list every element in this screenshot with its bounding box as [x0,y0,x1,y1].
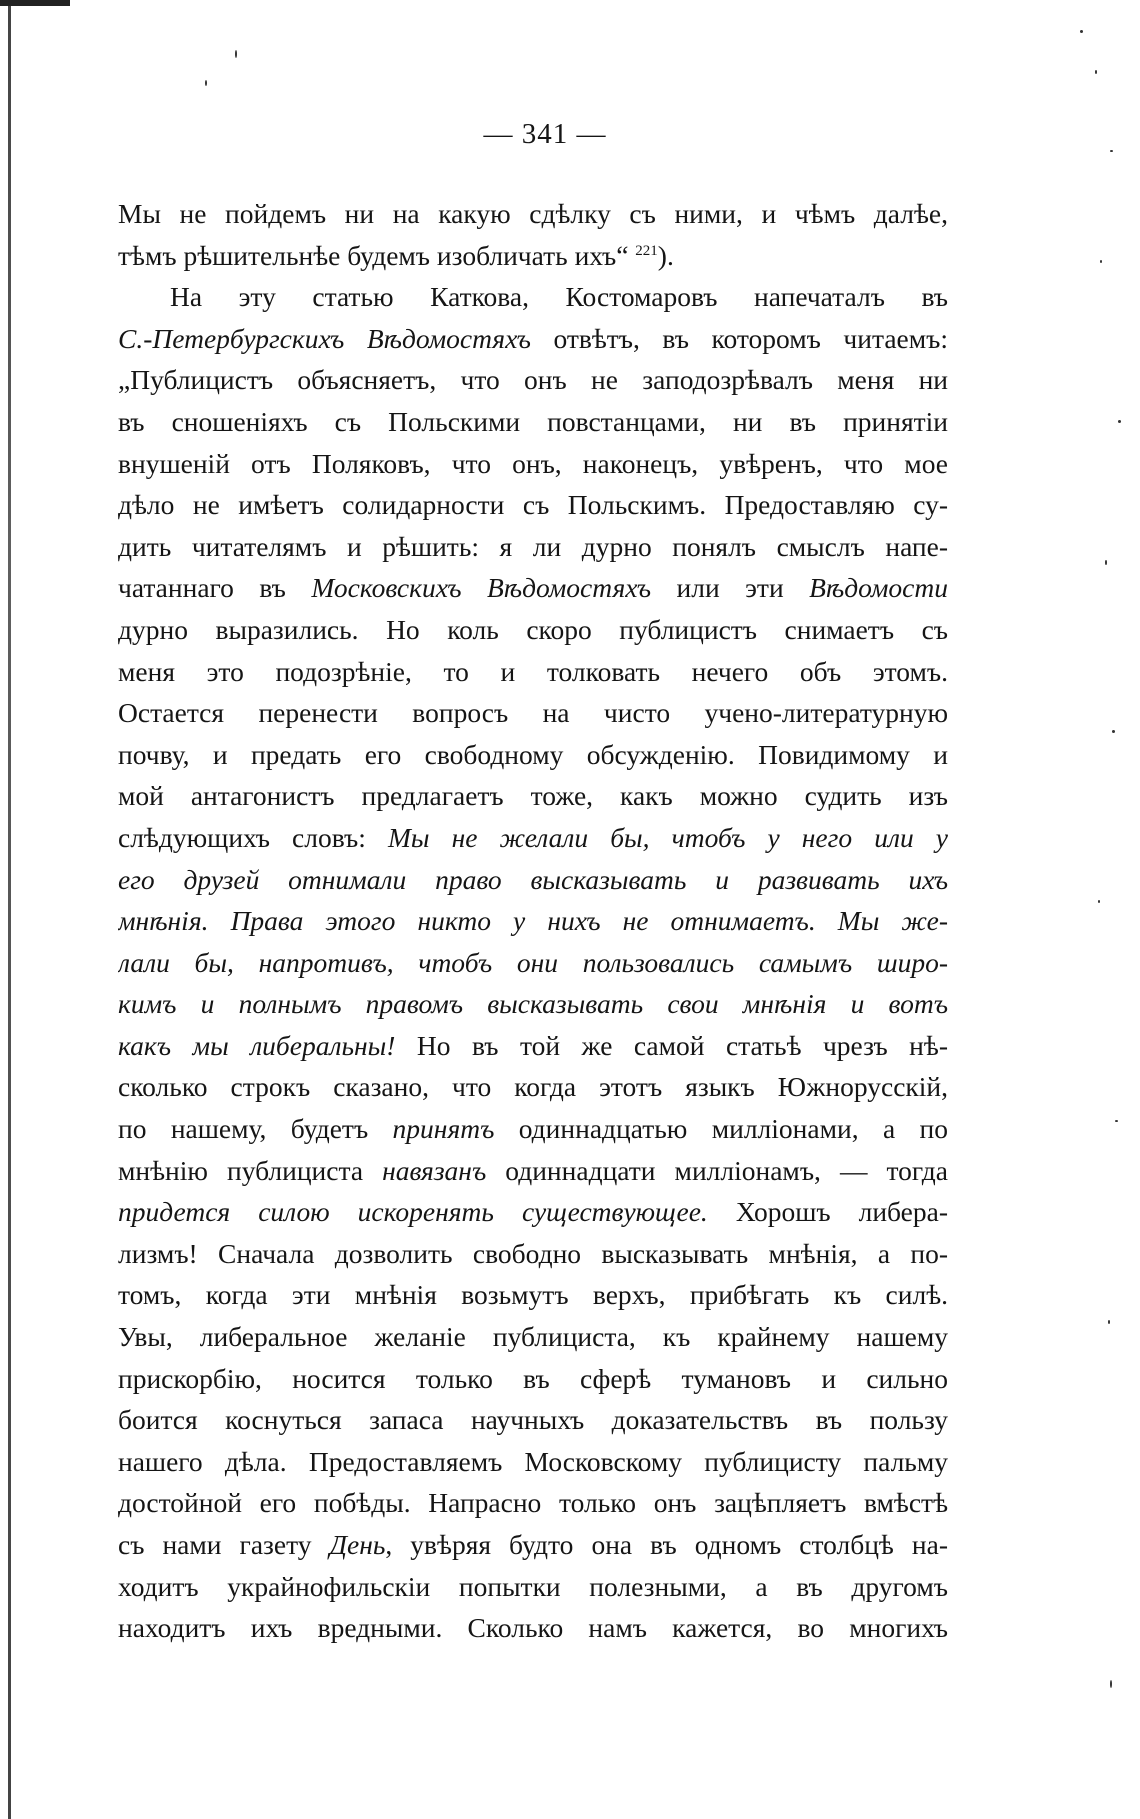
italic-text: Вѣдомости [809,572,948,604]
text-line [118,1524,948,1566]
text-segment: томъ, когда эти мнѣнія возьмутъ верхъ, прибѣгать къ силѣ. [118,1279,948,1311]
text-line [118,443,948,485]
italic-text: Московскихъ Вѣдомостяхъ [311,572,652,604]
text-segment: по нашему, будетъ [118,1113,393,1145]
speck [1098,900,1100,903]
text-segment: съ нами газету [118,1529,330,1560]
text-line [118,526,948,568]
italic-text: лали бы, напротивъ, чтобъ они пользовались самымъ широ- [118,946,948,978]
text-segment: ). [657,239,674,271]
speck [1105,560,1107,565]
speck [1095,70,1097,74]
footnote-marker: 221 [635,242,658,259]
text-line [118,1150,948,1192]
text-segment: сколько строкъ сказано, что когда этотъ языкъ Южнорусскій, [118,1071,948,1103]
text-line [118,318,948,360]
text-segment: меня это подозрѣніе, то и толковать нечего объ этомъ. [118,655,948,687]
text-line [118,1441,948,1483]
text-line [118,1108,948,1150]
italic-text: навязанъ [382,1154,487,1186]
text-segment: „Публицистъ объясняетъ, что онъ не заподозрѣвалъ меня ни [118,364,948,396]
speck [1110,150,1113,152]
text-line [118,276,948,318]
italic-text: принятъ [392,1113,495,1145]
text-segment: чатаннаго въ [118,572,312,604]
text-segment: дить читателямъ и рѣшить: я ли дурно понялъ смыслъ напе- [118,530,948,562]
text-segment: Мы не пойдемъ ни на какую сдѣлку съ ними, и чѣмъ далѣе, [118,198,948,229]
speck [1100,260,1102,263]
text-line [118,359,948,401]
text-segment: ходитъ украйнофильскіи попытки полезными, а въ другомъ [118,1570,948,1602]
text-segment: находитъ ихъ вредными. Сколько намъ кажется, во многихъ [118,1612,948,1644]
text-segment: Остается перенести вопросъ на чисто учено-литературную [118,697,948,729]
text-line [118,401,948,443]
text-line [118,775,948,817]
text-line [118,942,948,984]
text-segment: одиннадцатью милліонами, а по [494,1113,948,1145]
text-segment: одиннадцати милліонамъ, — тогда [486,1154,948,1186]
italic-text: его друзей отнимали право высказывать и развивать ихъ [118,863,948,895]
text-segment: Но въ той же самой статьѣ чрезъ нѣ- [395,1029,948,1061]
speck [235,50,237,58]
text-line [118,817,948,859]
text-segment: лизмъ! Сначала дозволить свободно высказывать мнѣнія, а по- [118,1237,948,1269]
text-segment: мнѣнію публициста [118,1154,383,1186]
text-line [118,1274,948,1316]
text-line [118,983,948,1025]
text-line [118,1566,948,1608]
body-text [118,193,948,1649]
speck [1118,420,1121,423]
text-segment: почву, и предать его свободному обсужденію. Повидимому и [118,738,948,770]
page-number: — 341 — [483,118,607,150]
text-line [118,1233,948,1275]
text-line [118,609,948,651]
text-line [118,1607,948,1649]
text-segment: Хорошъ либера- [707,1196,948,1228]
text-line [118,193,948,235]
text-line [118,1358,948,1400]
speck [1112,730,1115,733]
text-line [118,692,948,734]
text-line [118,1025,948,1067]
speck [1110,1680,1112,1688]
italic-text: Мы не желали бы, чтобъ у него или у [387,821,948,853]
italic-text: какъ мы либеральны! [118,1029,396,1061]
text-line [118,235,948,277]
text-line [118,1482,948,1524]
text-line [118,900,948,942]
text-segment: боится коснуться запаса научныхъ доказательствъ въ пользу [118,1404,948,1436]
scan-edge-left [8,0,11,1819]
text-segment: прискорбію, носится только въ сферѣ тумановъ и сильно [118,1362,948,1394]
text-segment: дѣло не имѣетъ солидарности съ Польскимъ. Предоставляю су- [118,489,948,521]
text-segment: внушеній отъ Поляковъ, что онъ, наконецъ, увѣренъ, что мое [118,447,948,479]
text-segment: отвѣтъ, въ которомъ читаемъ: [530,322,948,354]
text-line [118,859,948,901]
speck [205,80,207,86]
text-segment: или эти [651,572,810,604]
speck [1108,1320,1110,1324]
text-line [118,1316,948,1358]
text-segment: тѣмъ рѣшительнѣе будемъ изобличать ихъ“ [118,239,636,271]
text-segment: нашего дѣла. Предоставляемъ Московскому публицисту пальму [118,1445,948,1477]
text-segment: въ сношеніяхъ съ Польскими повстанцами, ни въ принятіи [118,405,948,437]
text-line [118,1066,948,1108]
text-line [118,734,948,776]
speck [1115,1120,1118,1122]
text-line [118,1399,948,1441]
italic-text: мнѣнія. Права этого никто у нихъ не отнимаетъ. Мы же- [118,905,948,937]
text-segment: слѣдующихъ словъ: [118,821,388,853]
italic-text: С.-Петербургскихъ Вѣдомостяхъ [118,322,531,354]
italic-text: кимъ и полнымъ правомъ высказывать свои мнѣнія и вотъ [118,988,948,1020]
text-segment: дурно выразились. Но коль скоро публицистъ снимаетъ съ [118,613,948,645]
italic-text: День [329,1529,386,1560]
text-segment: достойной его побѣды. Напрасно только онъ зацѣпляетъ вмѣстѣ [118,1487,948,1519]
text-line [118,567,948,609]
italic-text: придется силою искоренять существующее. [118,1196,708,1228]
speck [1080,30,1083,33]
text-segment: На эту статью Каткова, Костомаровъ напечаталъ въ [170,281,948,313]
text-line [118,1191,948,1233]
text-line [118,651,948,693]
text-segment: Увы, либеральное желаніе публициста, къ крайнему нашему [118,1321,948,1353]
text-line [118,484,948,526]
text-segment: , увѣряя будто она въ одномъ столбцѣ на- [385,1529,948,1560]
text-segment: мой антагонистъ предлагаетъ тоже, какъ можно судить изъ [118,780,948,812]
